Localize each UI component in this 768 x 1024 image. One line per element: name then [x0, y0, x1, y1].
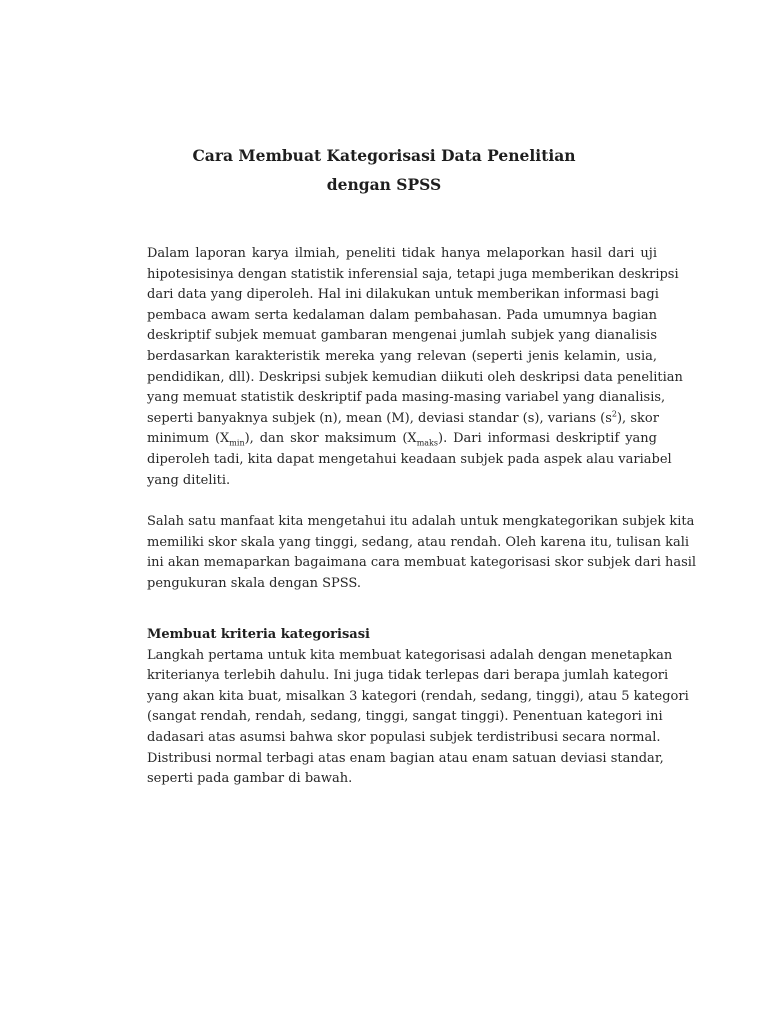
- min-max-text-end: ). Dari informasi deskriptif yang: [438, 431, 657, 447]
- max-text: ), dan skor maksimum (X: [244, 431, 417, 447]
- paragraph-line: deskriptif subjek memuat gambaran mengenai jumlah subjek yang dianalisis: [147, 328, 657, 344]
- paragraph-line: dari data yang diperoleh. Hal ini dilakukan untuk memberikan informasi bagi: [147, 287, 659, 303]
- paragraph-line: yang diteliti.: [147, 472, 231, 488]
- document-title-line-1: Cara Membuat Kategorisasi Data Penelitian: [192, 146, 576, 165]
- paragraph-line: memiliki skor skala yang tinggi, sedang, atau rendah. Oleh karena itu, tulisan kali: [147, 534, 690, 550]
- paragraph-line: Distribusi normal terbagi atas enam bagian atau enam satuan deviasi standar,: [147, 750, 664, 766]
- paragraph-line: dadasari atas asumsi bahwa skor populasi subjek terdistribusi secara normal.: [147, 729, 661, 745]
- paragraph-line: yang memuat statistik deskriptif pada masing-masing variabel yang dianalisis,: [147, 390, 666, 406]
- paragraph-introduction: [147, 244, 683, 491]
- variance-text-end: ), skor: [616, 410, 659, 426]
- paragraph-line: pengukuran skala dengan SPSS.: [147, 575, 362, 591]
- paragraph-line-variance: [147, 409, 657, 430]
- paragraph-line: Salah satu manfaat kita mengetahui itu adalah untuk mengkategorikan subjek kita: [147, 514, 695, 529]
- paragraph-purpose: [147, 512, 697, 594]
- max-subscript: maks: [416, 438, 438, 448]
- min-text: minimum (X: [147, 431, 230, 447]
- paragraph-line: kriterianya terlebih dahulu. Ini juga tidak terlepas dari berapa jumlah kategori: [147, 668, 669, 684]
- paragraph-line: Langkah pertama untuk kita membuat kategorisasi adalah dengan menetapkan: [147, 647, 673, 663]
- variance-text: seperti banyaknya subjek (n), mean (M), deviasi standar (s), varians (s: [147, 410, 612, 426]
- section-criteria: [147, 625, 689, 790]
- paragraph-line: (sangat rendah, rendah, sedang, tinggi, sangat tinggi). Penentuan kategori ini: [147, 709, 663, 725]
- paragraph-line: hipotesisinya dengan statistik inferensial saja, tetapi juga memberikan deskripsi: [147, 266, 679, 282]
- paragraph-line: pendidikan, dll). Deskripsi subjek kemudian diikuti oleh deskripsi data penelitian: [147, 369, 683, 385]
- variance-superscript: 2: [611, 409, 617, 419]
- paragraph-line: ini akan memaparkan bagaimana cara membuat kategorisasi skor subjek dari hasil: [147, 555, 697, 571]
- paragraph-line: Dalam laporan karya ilmiah, peneliti tidak hanya melaporkan hasil dari uji: [147, 246, 657, 261]
- paragraph-line: yang akan kita buat, misalkan 3 kategori (rendah, sedang, tinggi), atau 5 kategori: [147, 688, 689, 704]
- paragraph-line-min-max: [147, 429, 657, 450]
- paragraph-line: pembaca awam serta kedalaman dalam pembahasan. Pada umumnya bagian: [147, 307, 657, 323]
- min-subscript: min: [229, 438, 245, 448]
- section-heading: Membuat kriteria kategorisasi: [147, 627, 370, 642]
- paragraph-line: seperti pada gambar di bawah.: [147, 771, 353, 787]
- paragraph-line: berdasarkan karakteristik mereka yang relevan (seperti jenis kelamin, usia,: [147, 348, 657, 364]
- document-title-line-2: dengan SPSS: [326, 175, 442, 194]
- paragraph-line: diperoleh tadi, kita dapat mengetahui keadaan subjek pada aspek alau variabel: [147, 451, 672, 467]
